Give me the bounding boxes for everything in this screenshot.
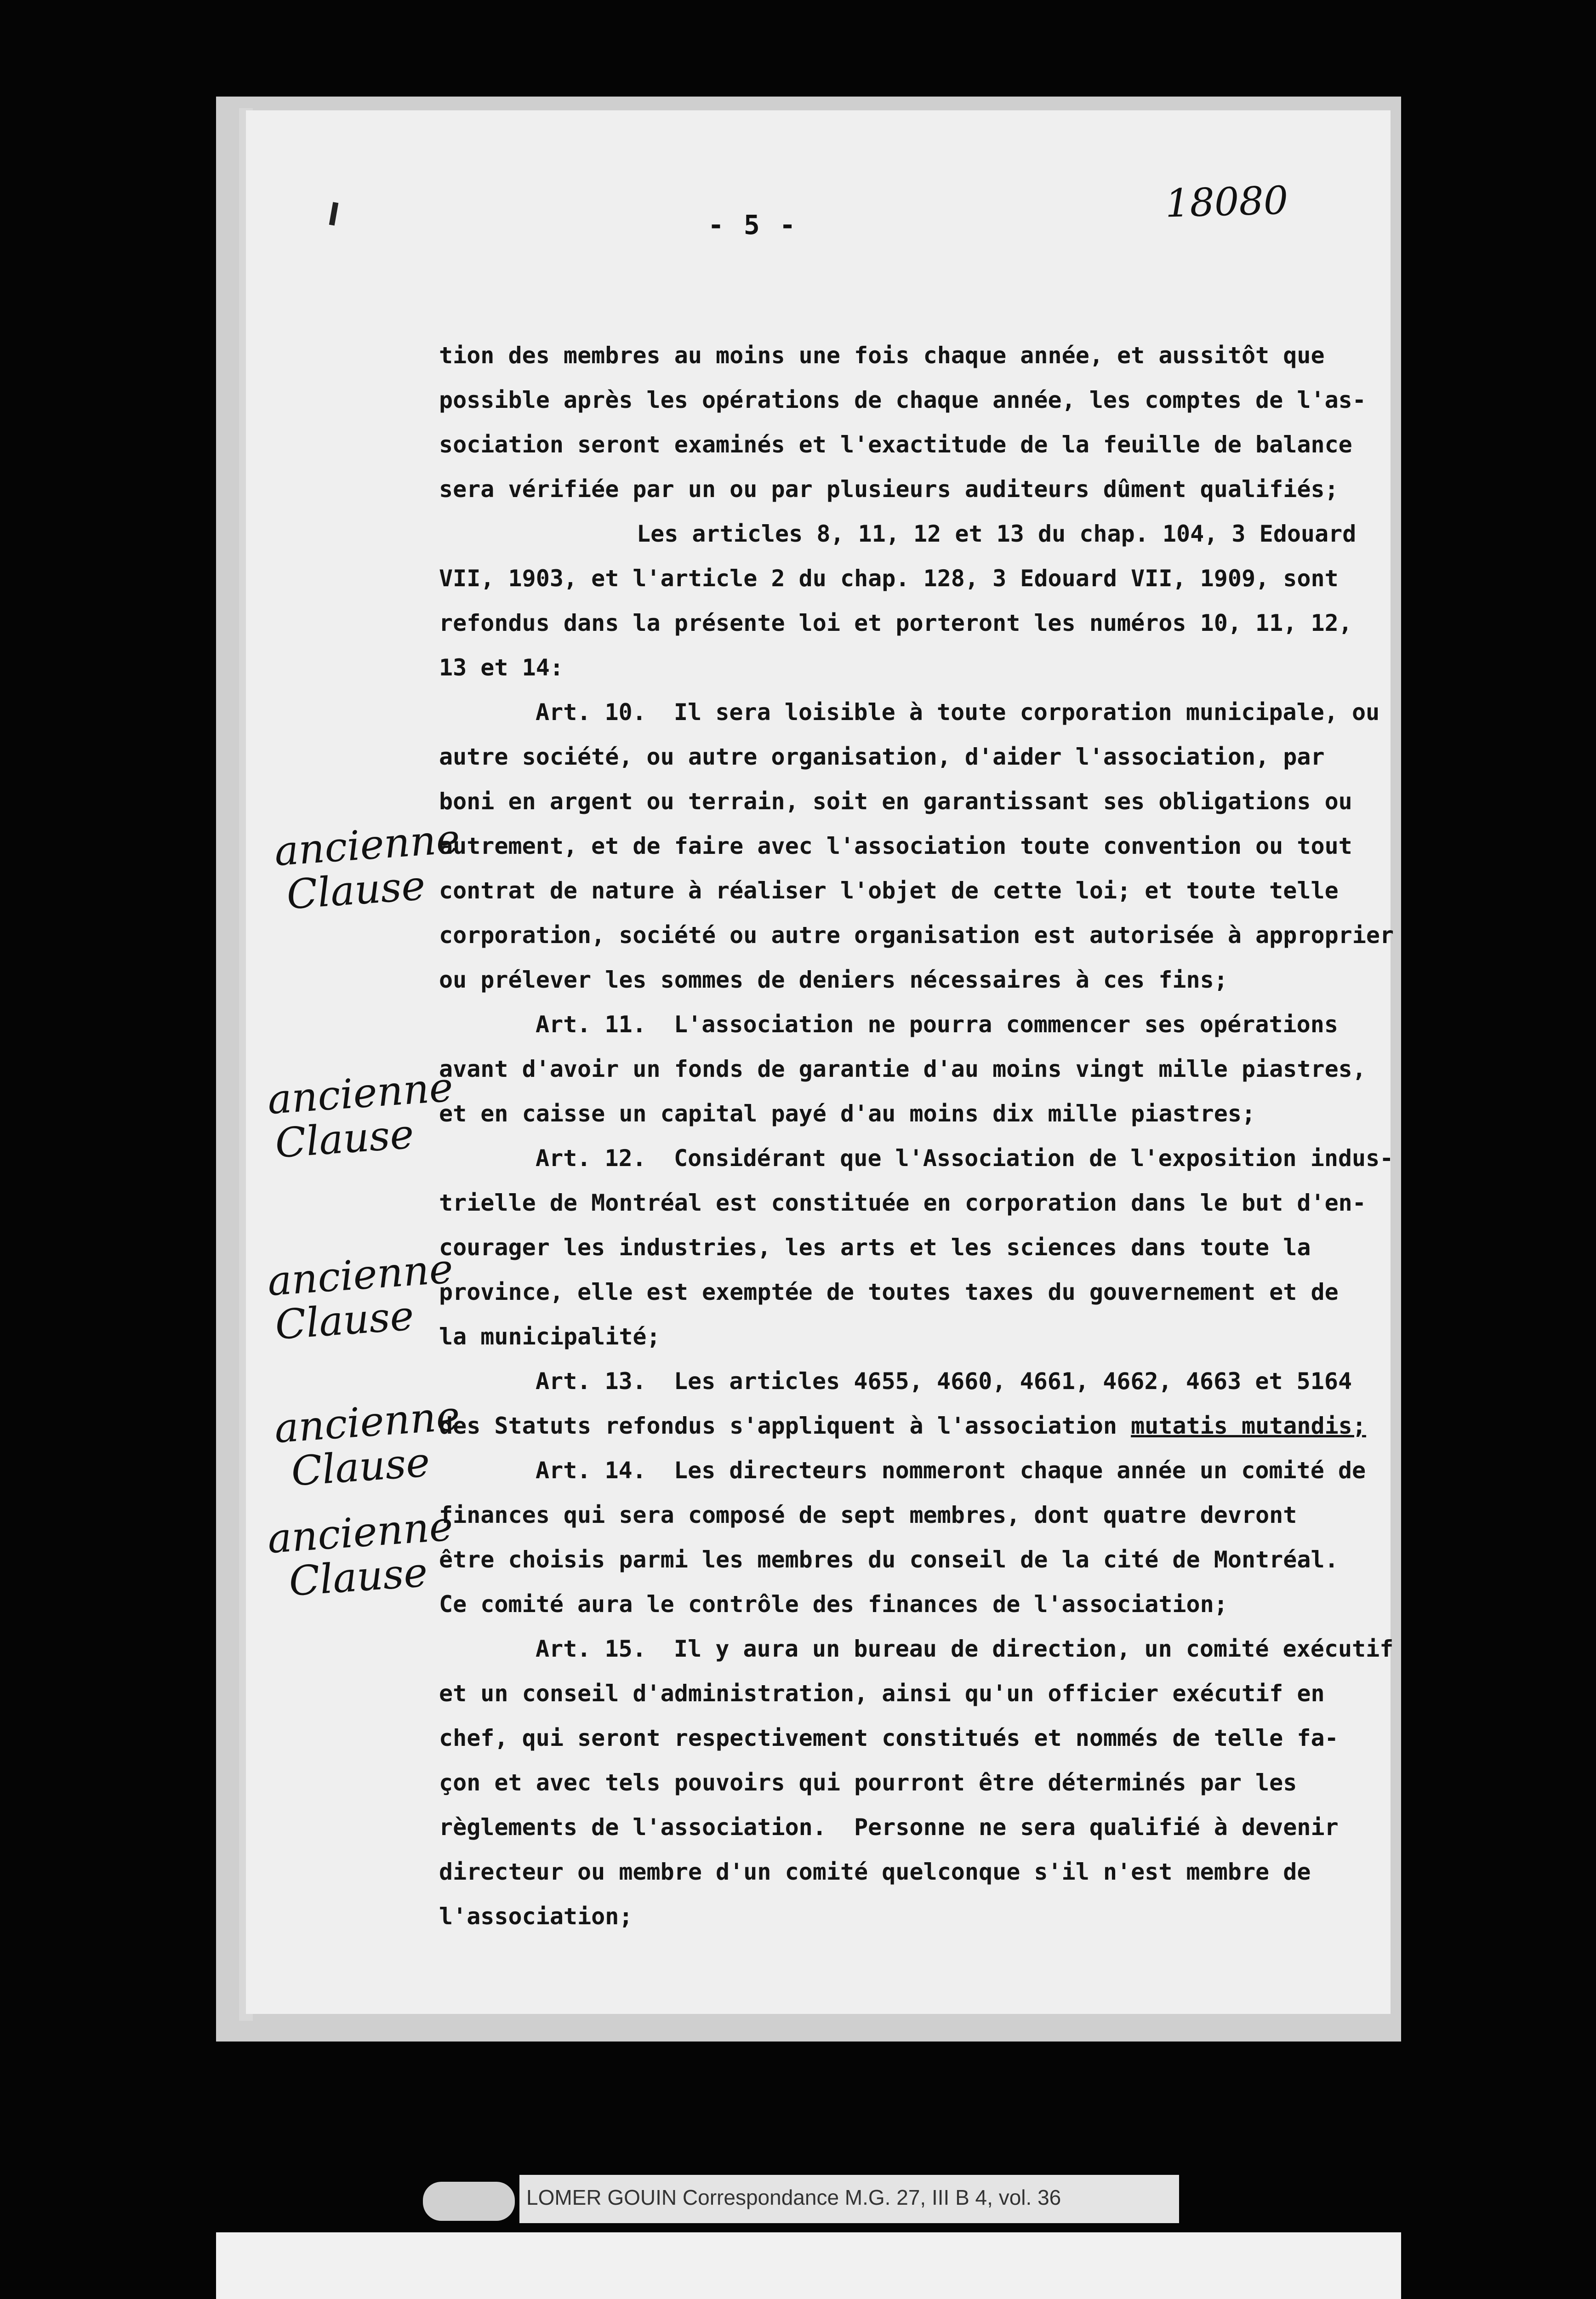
article-12-heading: Art. 12. Considérant que l'Association de l'exposition indus-: [536, 1145, 1394, 1172]
text-fragment: des Statuts refondus s'appliquent à l'association: [439, 1413, 1117, 1439]
text-line: boni en argent ou terrain, soit en garantissant ses obligations ou: [439, 788, 1352, 815]
text-line: refondus dans la présente loi et porteront les numéros 10, 11, 12,: [439, 610, 1352, 636]
note-word: ancienne: [266, 1502, 455, 1563]
margin-note-art-13: [273, 1394, 464, 1495]
text-line: Ce comité aura le contrôle des finances de l'association;: [439, 1591, 1228, 1618]
note-word: Clause: [285, 861, 427, 919]
article-13-heading: Art. 13. Les articles 4655, 4660, 4661, 4662, 4663 et 5164: [536, 1368, 1352, 1395]
note-word: ancienne: [273, 815, 462, 875]
text-line: sociation seront examinés et l'exactitude de la feuille de balance: [439, 431, 1352, 458]
text-line: contrat de nature à réaliser l'objet de cette loi; et toute telle: [439, 877, 1339, 904]
text-line: sera vérifiée par un ou par plusieurs auditeurs dûment qualifiés;: [439, 476, 1339, 503]
note-word: ancienne: [266, 1063, 455, 1124]
document-body: [439, 333, 1394, 1939]
text-line: çon et avec tels pouvoirs qui pourront être déterminés par les: [439, 1769, 1297, 1796]
margin-note-art-12: [266, 1247, 457, 1348]
text-line: ou prélever les sommes de deniers nécessaires à ces fins;: [439, 966, 1228, 993]
note-word: Clause: [274, 1292, 416, 1349]
text-line: règlements de l'association. Personne ne sera qualifié à devenir: [439, 1814, 1339, 1841]
text-line: autrement, et de faire avec l'association toute convention ou tout: [439, 833, 1352, 859]
text-line: la municipalité;: [439, 1323, 661, 1350]
smudge: [423, 2182, 515, 2221]
text-line: tion des membres au moins une fois chaque année, et aussitôt que: [439, 342, 1325, 369]
text-line: autre société, ou autre organisation, d'aider l'association, par: [439, 743, 1325, 770]
text-line: 13 et 14:: [439, 654, 564, 681]
text-line: être choisis parmi les membres du conseil de la cité de Montréal.: [439, 1546, 1339, 1573]
text-line: trielle de Montréal est constituée en corporation dans le but d'en-: [439, 1190, 1366, 1216]
text-line: chef, qui seront respectivement constitués et nommés de telle fa-: [439, 1725, 1339, 1751]
page-number: - 5 -: [708, 209, 798, 240]
article-14-heading: Art. 14. Les directeurs nommeront chaque année un comité de: [536, 1457, 1366, 1484]
text-line: [439, 1404, 1386, 1448]
margin-note-art-10: [273, 817, 464, 918]
text-line: et un conseil d'administration, ainsi qu'un officier exécutif en: [439, 1680, 1325, 1707]
document-number: 18080: [1164, 177, 1289, 226]
collection-label-text: LOMER GOUIN Correspondance M.G. 27, III B 4, vol. 36: [526, 2185, 1061, 2209]
text-line: possible après les opérations de chaque année, les comptes de l'as-: [439, 387, 1366, 413]
text-line: l'association;: [439, 1903, 633, 1930]
note-word: Clause: [274, 1110, 416, 1167]
text-line: province, elle est exemptée de toutes taxes du gouvernement et de: [439, 1279, 1339, 1305]
margin-note-art-14: [266, 1504, 457, 1605]
margin-note-art-11: [266, 1065, 457, 1166]
note-word: ancienne: [273, 1392, 462, 1453]
note-word: ancienne: [266, 1245, 455, 1305]
note-word: Clause: [287, 1548, 429, 1606]
article-10-heading: Art. 10. Il sera loisible à toute corporation municipale, ou: [536, 699, 1380, 726]
article-11-heading: Art. 11. L'association ne pourra commencer ses opérations: [536, 1011, 1338, 1038]
text-line: corporation, société ou autre organisation est autorisée à approprier: [439, 922, 1394, 949]
text-line: VII, 1903, et l'article 2 du chap. 128, 3 Edouard VII, 1909, sont: [439, 565, 1339, 592]
note-word: Clause: [290, 1438, 432, 1495]
mutatis-mutandis-underlined: mutatis mutandis;: [1131, 1413, 1366, 1439]
text-line: et en caisse un capital payé d'au moins dix mille piastres;: [439, 1100, 1256, 1127]
text-line: finances qui sera composé de sept membres, dont quatre devront: [439, 1502, 1297, 1528]
article-15-heading: Art. 15. Il y aura un bureau de direction, un comité exécutif: [536, 1636, 1394, 1662]
text-line: directeur ou membre d'un comité quelconque s'il n'est membre de: [439, 1859, 1311, 1885]
text-line: Les articles 8, 11, 12 et 13 du chap. 104, 3 Edouard: [637, 520, 1357, 547]
text-line: courager les industries, les arts et les sciences dans toute la: [439, 1234, 1311, 1261]
text-line: avant d'avoir un fonds de garantie d'au moins vingt mille piastres,: [439, 1056, 1366, 1082]
archives-banner: [216, 2232, 1401, 2299]
